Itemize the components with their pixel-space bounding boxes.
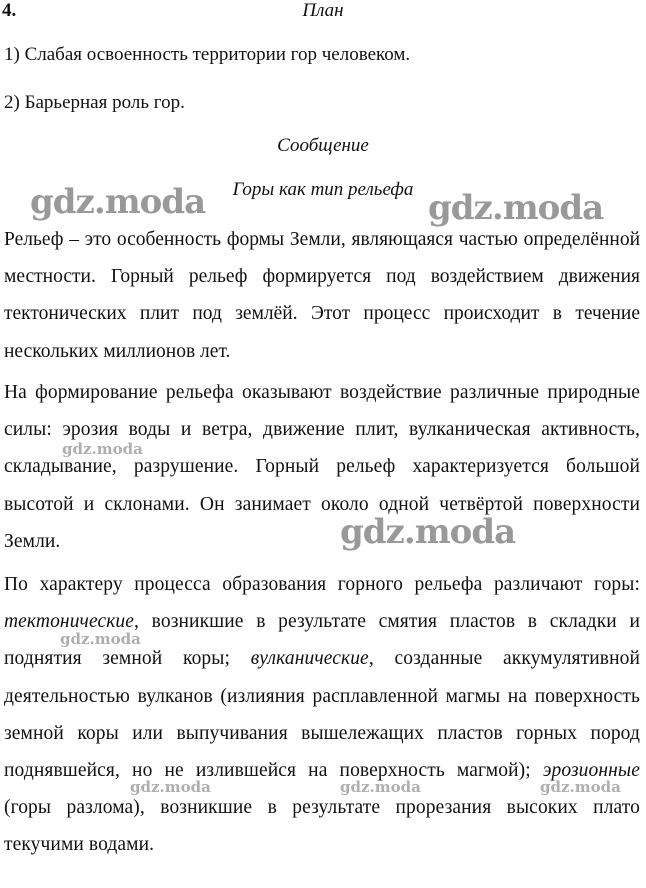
watermark: gdz.moda bbox=[62, 440, 143, 458]
plan-heading: План bbox=[302, 0, 344, 21]
watermark: gdz.moda bbox=[540, 778, 621, 796]
paragraph-3-text-4: (горы разлома), возникшие в результате прорезания высоких плато текучими водами. bbox=[4, 797, 640, 856]
message-title: Горы как тип рельефа bbox=[232, 179, 414, 200]
plan-item-2: 2) Барьерная роль гор. bbox=[4, 92, 185, 113]
task-number: 4. bbox=[2, 0, 17, 21]
watermark: gdz.moda bbox=[340, 778, 421, 796]
paragraph-3-text-3: , созданные аккумулятивной деятельностью вулканов (излияния расплавленной магмы на поверхность земной коры или выпучивания вышележащих пластов горных пород поднявшейся, но не излившейся на поверхность магмой); bbox=[4, 648, 640, 782]
term-volcanic: вулканические bbox=[250, 648, 369, 670]
paragraph-3-text-1: По характеру процесса образования горного рельефа различают горы: bbox=[4, 574, 640, 595]
watermark: gdz.moda bbox=[30, 182, 206, 222]
watermark: gdz.moda bbox=[428, 188, 604, 228]
watermark: gdz.moda bbox=[130, 778, 211, 796]
plan-item-1: 1) Слабая освоенность территории гор человеком. bbox=[4, 44, 411, 65]
paragraph-1: Рельеф – это особенность формы Земли, являющаяся частью определённой местности. Горный рельеф формируется под воздействием движения тектонических плит под землёй. Этот процесс происходит в течение нескольких миллионов лет. bbox=[4, 229, 640, 362]
paragraph-3-text-2: , возникшие в результате смятия пластов в складки и поднятия земной коры; bbox=[4, 611, 640, 670]
term-erosional: эрозионные bbox=[542, 760, 640, 782]
term-tectonic: тектонические bbox=[4, 611, 135, 633]
message-label: Сообщение bbox=[277, 135, 369, 156]
watermark: gdz.moda bbox=[340, 512, 516, 552]
paragraph-3 bbox=[4, 566, 640, 864]
paragraph-2: На формирование рельефа оказывают воздействие различные природные силы: эрозия воды и ветра, движение плит, вулканическая активность, складывание, разрушение. Горный рельеф характеризуется большой высотой и склонами. Он занимает около одной четвёртой поверхности Земли. bbox=[4, 382, 640, 552]
watermark: gdz.moda bbox=[60, 630, 141, 648]
